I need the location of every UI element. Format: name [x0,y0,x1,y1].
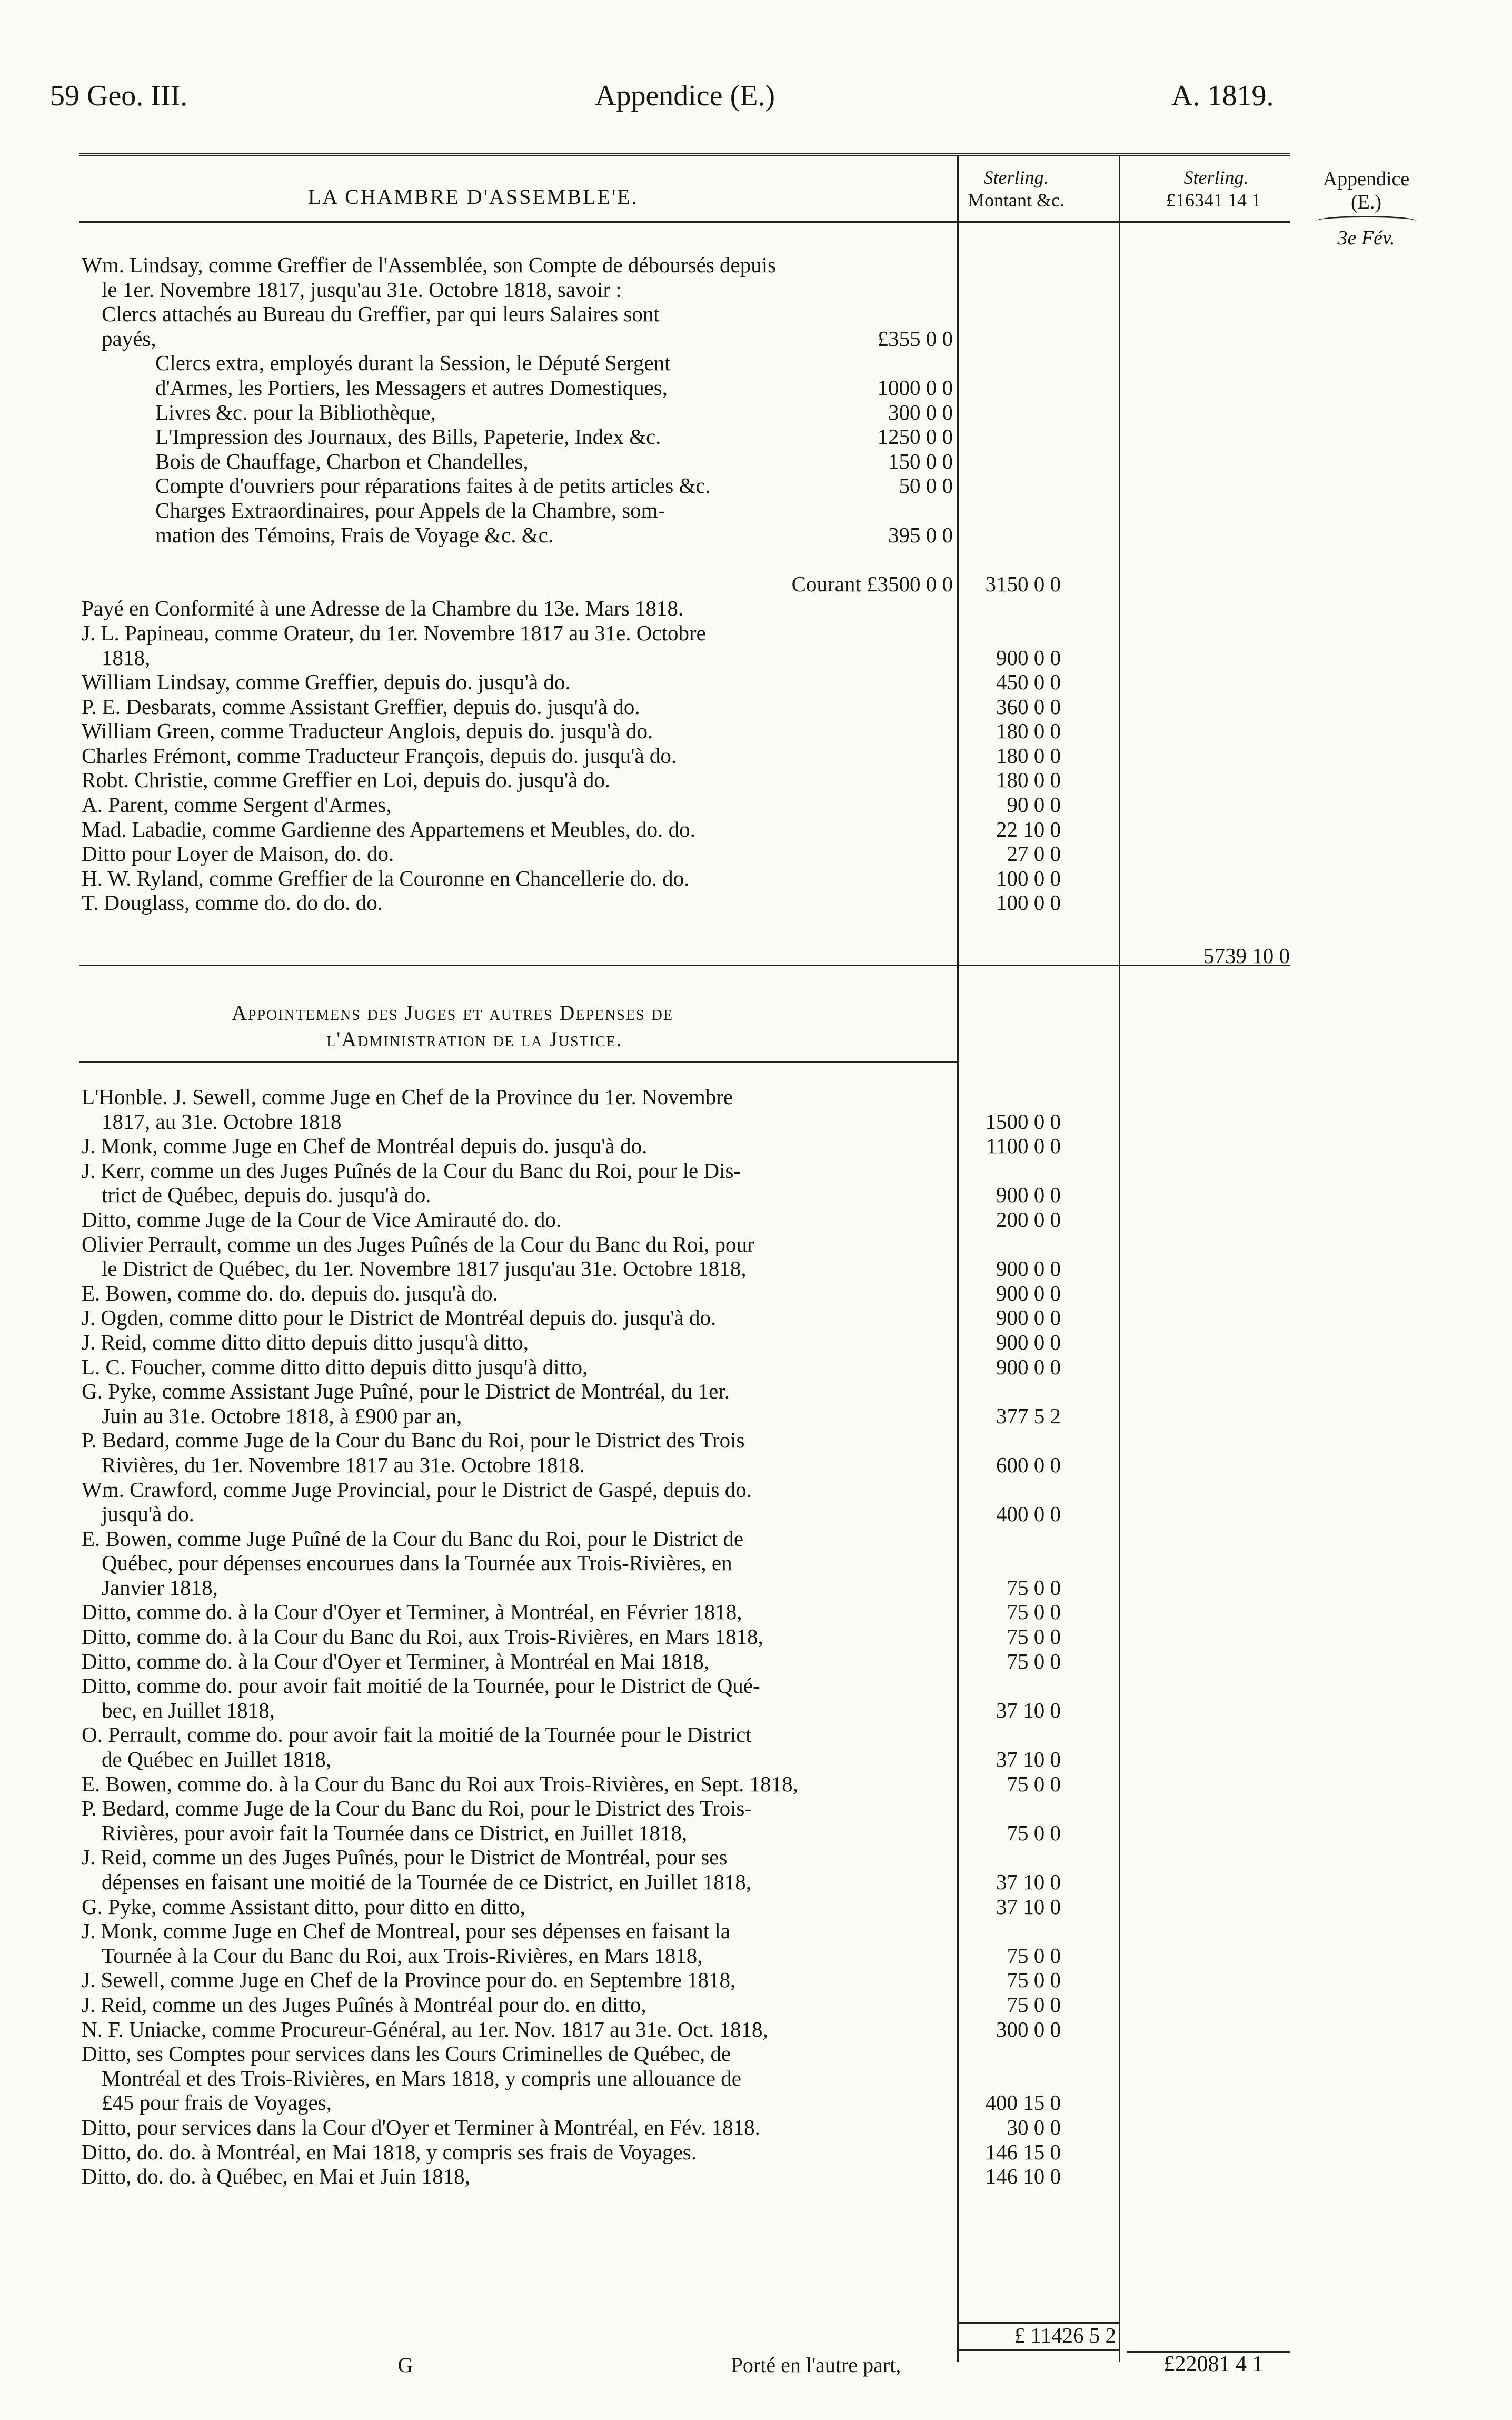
entry-row [82,2041,953,2066]
montant-amount: 75 0 0 [1007,1600,1061,1624]
entry-row [82,1452,1061,1477]
inner-amount: 50 0 0 [899,473,953,498]
entry-text: Robt. Christie, comme Greffier en Loi, depuis do. jusqu'à do. [82,768,611,792]
entry-text: Payé en Conformité à une Adresse de la Chambre du 13e. Mars 1818. [82,596,684,621]
entry-text: P. E. Desbarats, comme Assistant Greffier, depuis do. jusqu'à do. [82,694,640,719]
section1-subtotal: 5739 10 0 [1203,944,1290,968]
entry-text: J. L. Papineau, comme Orateur, du 1er. Novembre 1817 au 31e. Octobre [82,620,706,645]
margin-brace-icon [1316,216,1416,226]
footer-total-rule [1127,2351,1290,2353]
entry-row [82,1870,1061,1895]
entry-row [82,498,953,523]
montant-currency-label: Sterling. [983,167,1049,188]
entry-text: Rivières, pour avoir fait la Tournée dans ce District, en Juillet 1818, [102,1820,688,1845]
entry-row [82,302,953,326]
montant-amount: 360 0 0 [996,694,1061,719]
entry-text: Ditto, comme do. pour avoir fait moitié de la Tournée, pour le District de Qué- [82,1673,760,1698]
entry-row [82,1207,1061,1232]
entry-row [82,571,1061,597]
entry-row [82,449,953,474]
entry-text: Ditto, comme do. à la Cour d'Oyer et Terminer, à Montréal en Mai 1818, [82,1649,709,1673]
montant-amount: 75 0 0 [1007,1649,1061,1673]
montant-amount: 75 0 0 [1007,1992,1061,2017]
entry-row [82,1624,1061,1649]
header-appendix: Appendice (E.) [595,80,775,112]
entry-text: d'Armes, les Portiers, les Messagers et autres Domestiques, [155,375,668,400]
entry-text: Clercs extra, employés durant la Session, le Député Sergent [155,351,671,375]
entry-text: dépenses en faisant une moitié de la Tournée de ce District, en Juillet 1818, [102,1870,751,1894]
montant-amount: 75 0 0 [1007,1771,1061,1796]
margin-date: 3e Fév. [1337,227,1395,249]
entry-text: L'Honble. J. Sewell, comme Juge en Chef de la Province du 1er. Novembre [82,1085,733,1109]
entry-text: N. F. Uniacke, comme Procureur-Général, au 1er. Nov. 1817 au 31e. Oct. 1818, [82,2017,768,2041]
entry-text: G. Pyke, comme Assistant Juge Puîné, pour le District de Montréal, du 1er. [82,1379,730,1404]
entry-row [82,253,953,277]
entry-row [82,1109,1061,1134]
inner-amount: 395 0 0 [888,522,953,547]
entry-row [82,1722,953,1747]
montant-amount: 400 0 0 [996,1502,1061,1526]
entry-text: Rivières, du 1er. Novembre 1817 au 31e. Octobre 1818. [102,1452,585,1477]
entry-row [82,719,1061,743]
montant-amount: 900 0 0 [996,645,1061,670]
entry-row [82,375,953,400]
entry-text: Québec, pour dépenses encourues dans la Tournée aux Trois-Rivières, en [102,1551,732,1575]
montant-amount: 450 0 0 [996,670,1061,695]
montant-amount: 37 10 0 [996,1870,1061,1894]
entry-text: Janvier 1818, [102,1575,218,1600]
montant-amount: 377 5 2 [996,1403,1061,1428]
entry-row [82,2139,1061,2165]
montant-amount: 1100 0 0 [986,1134,1061,1158]
entry-row [82,351,953,375]
margin-appendix-code: (E.) [1350,191,1382,213]
entry-text: Ditto, ses Comptes pour services dans les Cours Criminelles de Québec, de [82,2041,731,2066]
montant-amount: 900 0 0 [996,1281,1061,1305]
montant-amount: 30 0 0 [1007,2115,1061,2139]
entry-text: payés, [102,326,156,351]
montant-amount: 200 0 0 [996,1207,1061,1232]
entry-text: J. Sewell, comme Juge en Chef de la Province pour do. en Septembre 1818, [82,1968,736,1992]
entry-text: Wm. Lindsay, comme Greffier de l'Assemblée, son Compte de déboursés depuis [82,253,777,277]
montant-amount: 180 0 0 [996,719,1061,743]
margin-appendix-label: Appendice [1322,168,1410,190]
entry-row [82,1575,1061,1600]
montant-amount: 900 0 0 [996,1305,1061,1330]
entry-row [82,1232,953,1257]
entry-text: Ditto, do. do. à Québec, en Mai et Juin 1818, [82,2164,470,2189]
montant-amount: 900 0 0 [996,1183,1061,1207]
entry-text: 1818, [102,645,151,670]
entry-text: J. Reid, comme un des Juges Puînés à Montréal pour do. en ditto, [82,1992,646,2017]
entry-text: le District de Québec, du 1er. Novembre 1817 jusqu'au 31e. Octobre 1818, [102,1256,747,1281]
entry-row [82,1502,1061,1526]
entry-row [82,1158,953,1183]
entry-row [82,1256,1061,1281]
entry-row [82,326,953,351]
entry-row [82,1943,1061,1968]
entry-text: Ditto, comme do. à la Cour d'Oyer et Terminer, à Montréal, en Février 1818, [82,1600,742,1624]
entry-text: William Lindsay, comme Greffier, depuis do. jusqu'à do. [82,670,571,695]
entry-text: J. Reid, comme ditto ditto depuis ditto jusqu'à ditto, [82,1330,529,1354]
inner-amount: 300 0 0 [888,400,953,424]
entry-text: Livres &c. pour la Bibliothèque, [155,400,436,424]
entry-text: Ditto, comme Juge de la Cour de Vice Amirauté do. do. [82,1207,562,1232]
entry-row [82,1698,1061,1723]
entry-row [82,1649,1061,1674]
entry-row [82,841,1061,866]
entry-row [82,1183,1061,1207]
entry-row [82,792,1061,817]
entry-text: G. Pyke, comme Assistant ditto, pour ditto en ditto, [82,1894,525,1919]
entry-row [82,1477,953,1502]
entry-text: P. Bedard, comme Juge de la Cour du Banc du Roi, pour le District des Trois- [82,1796,752,1821]
entry-text: Charges Extraordinaires, pour Appels de la Chambre, som- [155,498,665,522]
montant-amount: 146 10 0 [985,2164,1061,2189]
entry-row [82,694,1061,719]
montant-amount: 75 0 0 [1007,1575,1061,1600]
entry-text: Mad. Labadie, comme Gardienne des Appartemens et Meubles, do. do. [82,817,695,841]
entry-text: de Québec en Juillet 1818, [102,1747,332,1772]
entry-text: Juin au 31e. Octobre 1818, à £900 par an, [102,1403,462,1428]
montant-amount: 600 0 0 [996,1452,1061,1477]
entry-row [82,1600,1061,1624]
inner-amount: 150 0 0 [888,449,953,473]
entry-row [82,1968,1061,1992]
column-head-rule [79,221,1290,223]
entry-text: H. W. Ryland, comme Greffier de la Couronne en Chancellerie do. do. [82,866,690,890]
montant-amount: 300 0 0 [996,2017,1061,2041]
carried-currency-label: Sterling. [1183,167,1249,188]
entry-text: A. Parent, comme Sergent d'Armes, [82,792,392,817]
entry-row [82,2017,1061,2042]
entry-text: Bois de Chauffage, Charbon et Chandelles, [155,449,529,473]
montant-amount: 22 10 0 [996,817,1061,841]
entry-text: trict de Québec, depuis do. jusqu'à do. [102,1183,431,1207]
montant-column-right-rule [1119,155,1120,2362]
section1-bottom-rule [79,965,1290,966]
entry-text: mation des Témoins, Frais de Voyage &c. &c. [155,522,554,547]
montant-amount: 37 10 0 [996,1894,1061,1919]
entry-row [82,1673,953,1698]
montant-amount: 100 0 0 [996,866,1061,890]
montant-amount: 146 15 0 [985,2139,1061,2164]
inner-amount: 1000 0 0 [877,375,953,400]
entry-text: E. Bowen, comme do. do. depuis do. jusqu'à do. [82,1281,498,1305]
entry-row [82,1526,953,1551]
entry-row [82,473,953,498]
footer-signature-mark: G [397,2353,413,2377]
montant-amount: 180 0 0 [996,768,1061,792]
entry-text: Ditto, do. do. à Montréal, en Mai 1818, y compris ses frais de Voyages. [82,2139,697,2164]
entry-row [82,1428,953,1453]
montant-amount: 1500 0 0 [985,1109,1061,1134]
entry-text: J. Reid, comme un des Juges Puînés, pour le District de Montréal, pour ses [82,1845,728,1870]
entry-text: L. C. Foucher, comme ditto ditto depuis ditto jusqu'à ditto, [82,1354,588,1379]
entry-row [82,1796,953,1821]
entry-row [82,1845,953,1870]
entry-row [82,645,1061,670]
entry-text: 1817, au 31e. Octobre 1818 [102,1109,342,1134]
section2-title-rule [79,1061,957,1063]
montant-amount: 900 0 0 [996,1256,1061,1281]
assembly-section [82,253,1061,915]
montant-amount: 75 0 0 [1007,1943,1061,1968]
carried-forward-amount: £16341 14 1 [1166,190,1261,211]
montant-amount: 100 0 0 [996,890,1061,915]
entry-text: Montréal et des Trois-Rivières, en Mars 1818, y compris une allouance de [102,2066,741,2090]
entry-row [82,768,1061,792]
entry-row [82,621,953,646]
montant-amount: 75 0 0 [1007,1624,1061,1649]
entry-text: £45 pour frais de Voyages, [102,2090,332,2115]
entry-text: Clercs attachés au Bureau du Greffier, par qui leurs Salaires sont [102,302,660,326]
header-session: 59 Geo. III. [50,80,188,112]
section-title-assembly: LA CHAMBRE D'ASSEMBLE'E. [308,185,639,209]
entry-text: jusqu'à do. [102,1502,194,1526]
entry-row [82,2090,1061,2115]
montant-amount: 180 0 0 [996,743,1061,768]
section-title-justice-line1: Appointemens des Juges et autres Depenses de [232,1001,673,1025]
entry-text: Wm. Crawford, comme Juge Provincial, pour le District de Gaspé, depuis do. [82,1477,752,1502]
entry-row [82,1305,1061,1330]
entry-row [82,1403,1061,1429]
entry-text: Olivier Perrault, comme un des Juges Puînés de la Cour du Banc du Roi, pour [82,1232,754,1256]
entry-row [82,2066,953,2091]
entry-row [82,1330,1061,1355]
entry-row [82,1379,953,1404]
entry-row [82,1894,1061,1919]
entry-row [82,596,953,621]
inner-amount: 1250 0 0 [877,424,953,449]
montant-amount: 90 0 0 [1007,792,1061,817]
montant-amount: 900 0 0 [996,1354,1061,1379]
montant-amount: 75 0 0 [1007,1968,1061,1992]
entry-row [82,1919,953,1943]
entry-text: Compte d'ouvriers pour réparations faites à de petits articles &c. [155,473,711,498]
montant-amount: 400 15 0 [985,2090,1061,2115]
entry-row [82,1281,1061,1306]
entry-text: T. Douglass, comme do. do do. do. [82,890,383,915]
entry-text: P. Bedard, comme Juge de la Cour du Banc du Roi, pour le District des Trois [82,1428,745,1453]
entry-row [82,670,1061,695]
montant-amount: 37 10 0 [996,1747,1061,1772]
entry-text: bec, en Juillet 1818, [102,1698,275,1722]
montant-column-header: Montant &c. [968,190,1065,211]
inner-amount: £355 0 0 [877,326,953,351]
entry-row [82,2115,1061,2140]
montant-amount: 3150 0 0 [985,571,1061,596]
entry-text: Courant £3500 0 0 [791,571,953,596]
entry-row [82,1551,953,1575]
entry-row [82,547,953,572]
entry-row [82,743,1061,768]
entry-text: J. Monk, comme Juge en Chef de Montreal, pour ses dépenses en faisant la [82,1919,730,1943]
entry-text: J. Ogden, comme ditto pour le District de Montréal depuis do. jusqu'à do. [82,1305,717,1330]
entry-row [82,2164,1061,2189]
entry-text: Ditto, comme do. à la Cour du Banc du Roi, aux Trois-Rivières, en Mars 1818, [82,1624,763,1649]
entry-row [82,1992,1061,2017]
entry-text: le 1er. Novembre 1817, jusqu'au 31e. Octobre 1818, savoir : [102,277,622,302]
section2-total: £ 11426 5 2 [1014,2323,1116,2347]
entry-row [82,1747,1061,1772]
entry-text: Ditto, pour services dans la Cour d'Oyer et Terminer à Montréal, en Fév. 1818. [82,2115,760,2139]
entry-row [82,523,953,548]
top-rule [79,153,1290,156]
entry-row [82,866,1061,891]
entry-row [82,1820,1061,1846]
entry-text: J. Kerr, comme un des Juges Puînés de la Cour du Banc du Roi, pour le Dis- [82,1158,741,1183]
montant-amount: 37 10 0 [996,1698,1061,1722]
entry-row [82,1771,1061,1797]
entry-row [82,400,953,425]
section-title-justice-line2: l'Administration de la Justice. [326,1027,623,1051]
header-year: A. 1819. [1171,80,1274,112]
entry-text: E. Bowen, comme do. à la Cour du Banc du Roi aux Trois-Rivières, en Sept. 1818, [82,1771,798,1796]
entry-row [82,817,1061,842]
entry-row [82,277,953,302]
montant-amount: 900 0 0 [996,1330,1061,1354]
justice-section [82,1085,1061,2189]
entry-row [82,1085,953,1109]
entry-text: L'Impression des Journaux, des Bills, Papeterie, Index &c. [155,424,661,449]
entry-text: Ditto pour Loyer de Maison, do. do. [82,841,394,866]
montant-amount: 27 0 0 [1007,841,1061,866]
entry-row [82,890,1061,915]
entry-text: William Green, comme Traducteur Anglois, depuis do. jusqu'à do. [82,719,653,743]
footer-carried-label: Porté en l'autre part, [731,2353,901,2377]
footer-carried-total: £22081 4 1 [1163,2352,1264,2376]
entry-text: O. Perrault, comme do. pour avoir fait la moitié de la Tournée pour le District [82,1722,752,1747]
entry-text: Tournée à la Cour du Banc du Roi, aux Trois-Rivières, en Mars 1818, [102,1943,703,1968]
entry-text: E. Bowen, comme Juge Puîné de la Cour du Banc du Roi, pour le District de [82,1526,744,1551]
entry-row [82,1134,1061,1158]
entry-text: J. Monk, comme Juge en Chef de Montréal depuis do. jusqu'à do. [82,1134,648,1158]
entry-row [82,424,953,449]
entry-row [82,1354,1061,1380]
total-bottom-rule [957,2349,1119,2351]
montant-amount: 75 0 0 [1007,1820,1061,1845]
entry-text: Charles Frémont, comme Traducteur François, depuis do. jusqu'à do. [82,743,677,768]
